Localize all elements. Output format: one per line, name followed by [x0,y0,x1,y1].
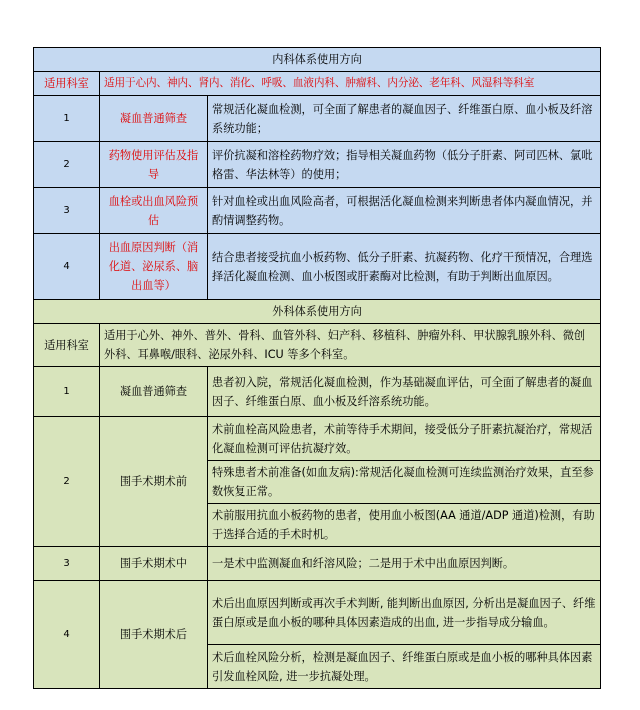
usage-name: 凝血普通筛查 [100,96,208,142]
row-number: 2 [34,142,100,188]
internal-row-2 [34,142,601,188]
surgical-row-2a [34,417,601,461]
usage-name: 凝血普通筛查 [100,367,208,417]
internal-header-row [34,72,601,96]
usage-description: 术后血栓风险分析，检测是凝血因子、纤维蛋白原或是血小板的哪种具体因素引发血栓风险, 进一步抗凝处理。 [208,645,601,689]
row-number: 2 [34,417,100,547]
surgical-header-row [34,324,601,367]
surgical-row-4a [34,581,601,645]
row-number: 4 [34,581,100,689]
row-number: 3 [34,547,100,581]
row-number: 1 [34,96,100,142]
row-number: 3 [34,188,100,234]
row-number: 4 [34,234,100,300]
usage-name: 出血原因判断（消化道、泌尿系、脑出血等） [100,234,208,300]
surgical-row-3 [34,547,601,581]
usage-description: 患者初入院，常规活化凝血检测，作为基础凝血评估，可全面了解患者的凝血因子、纤维蛋白原、血小板及纤溶系统功能。 [208,367,601,417]
surgical-header-scope: 适用于心外、神外、普外、骨科、血管外科、妇产科、移植科、肿瘤外科、甲状腺乳腺外科、微创外科、耳鼻喉/眼科、泌尿外科、ICU 等多个科室。 [100,324,601,367]
surgical-header-dept: 适用科室 [34,324,100,367]
internal-title: 内科体系使用方向 [34,48,601,72]
internal-row-4 [34,234,601,300]
surgical-row-1 [34,367,601,417]
row-number: 1 [34,367,100,417]
surgical-title: 外科体系使用方向 [34,300,601,324]
internal-header-scope: 适用于心内、神内、肾内、消化、呼吸、血液内科、肿瘤科、内分泌、老年科、风湿科等科室 [100,72,601,96]
usage-table [33,47,601,689]
usage-description: 评价抗凝和溶栓药物疗效；指导相关凝血药物（低分子肝素、阿司匹林、氯吡格雷、华法林等）的使用； [208,142,601,188]
internal-row-1 [34,96,601,142]
usage-description: 一是术中监测凝血和纤溶风险；二是用于术中出血原因判断。 [208,547,601,581]
usage-description: 特殊患者术前准备(如血友病):常规活化凝血检测可连续监测治疗效果，直至参数恢复正常。 [208,461,601,504]
usage-description: 术前血栓高风险患者，术前等待手术期间，接受低分子肝素抗凝治疗，常规活化凝血检测可评估抗凝疗效。 [208,417,601,461]
usage-description: 针对血栓或出血风险高者，可根据活化凝血检测来判断患者体内凝血情况，并酌情调整药物。 [208,188,601,234]
usage-name: 围手术期术前 [100,417,208,547]
usage-name: 血栓或出血风险预估 [100,188,208,234]
internal-row-3 [34,188,601,234]
usage-description: 术前服用抗血小板药物的患者，使用血小板图(AA 通道/ADP 通道)检测，有助于选择合适的手术时机。 [208,504,601,547]
usage-name: 围手术期术后 [100,581,208,689]
internal-title-row [34,48,601,72]
usage-name: 药物使用评估及指导 [100,142,208,188]
surgical-title-row [34,300,601,324]
usage-description: 术后出血原因判断或再次手术判断, 能判断出血原因, 分析出是凝血因子、纤维蛋白原或是血小板的哪种具体因素造成的出血, 进一步指导成分输血。 [208,581,601,645]
internal-header-dept: 适用科室 [34,72,100,96]
usage-name: 围手术期术中 [100,547,208,581]
usage-description: 常规活化凝血检测，可全面了解患者的凝血因子、纤维蛋白原、血小板及纤溶系统功能； [208,96,601,142]
usage-description: 结合患者接受抗血小板药物、低分子肝素、抗凝药物、化疗干预情况，合理选择活化凝血检测、血小板图或肝素酶对比检测，有助于判断出血原因。 [208,234,601,300]
